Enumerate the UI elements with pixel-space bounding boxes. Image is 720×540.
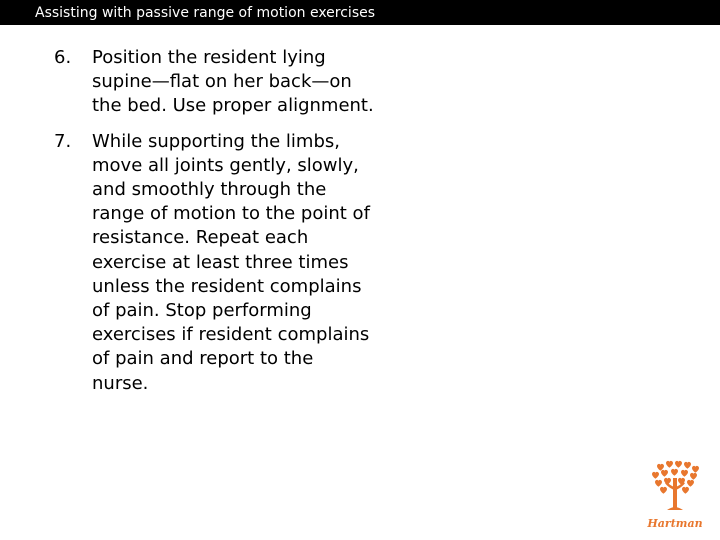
step-text: While supporting the limbs, move all joints gently, slowly, and smoothly through the range of motion to the point of resistance. Repeat each exercise at least three times unless the resident complains of pain. Stop performing exercises if resident complains of pain and report to the nurse. xyxy=(92,130,370,394)
procedure-steps xyxy=(54,46,374,396)
heart-tree-logo-icon xyxy=(652,461,699,510)
procedure-step-6 xyxy=(54,46,374,119)
hartman-logo xyxy=(644,457,706,533)
step-text: Position the resident lying supine—flat on her back—on the bed. Use proper alignment. xyxy=(92,47,374,117)
slide-title: Assisting with passive range of motion exercises xyxy=(35,5,376,21)
header-bar xyxy=(0,0,720,25)
step-number: 7. xyxy=(54,130,72,152)
step-number: 6. xyxy=(54,47,72,68)
logo-wordmark: Hartman xyxy=(647,517,703,530)
procedure-step-7 xyxy=(54,130,374,396)
